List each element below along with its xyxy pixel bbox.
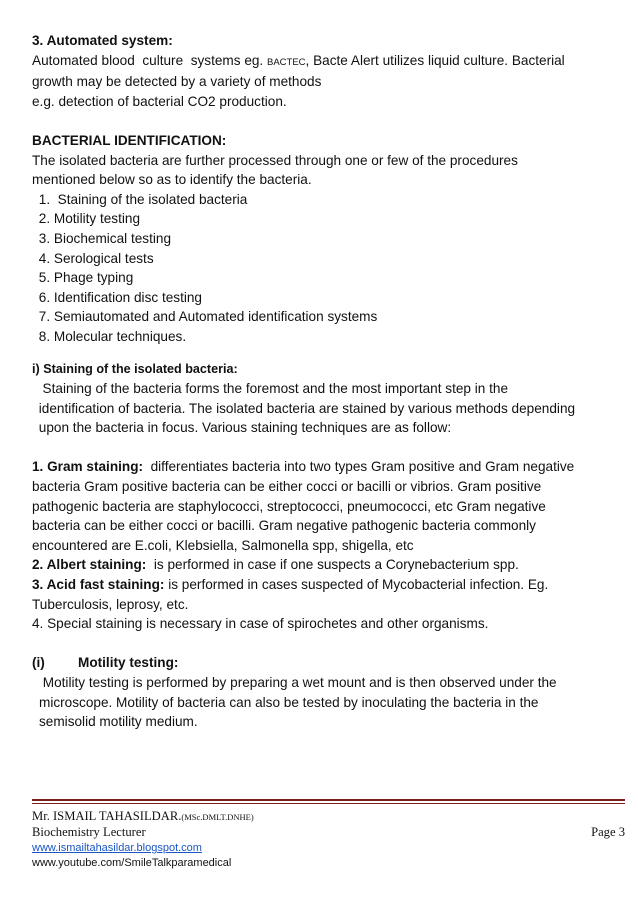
- automated-line-3: e.g. detection of bacterial CO2 production.: [32, 93, 287, 109]
- special-staining-line: 4. Special staining is necessary in case of spirochetes and other organisms.: [32, 616, 489, 632]
- page-footer: [32, 809, 625, 871]
- document-body: [32, 31, 622, 732]
- gram-line: pathogenic bacteria are staphylococci, streptococci, pneumococci, etc Gram negative: [32, 498, 546, 514]
- footer-divider-thin: [32, 803, 625, 804]
- motility-title: Motility testing:: [78, 655, 179, 671]
- staining-heading: i) Staining of the isolated bacteria:: [32, 361, 238, 376]
- automated-heading: 3. Automated system:: [32, 33, 173, 48]
- staining-para-line: upon the bacteria in focus. Various staining techniques are as follow:: [35, 420, 452, 436]
- acid-fast-label: 3. Acid fast staining:: [32, 577, 165, 593]
- acid-fast-text: is performed in cases suspected of Mycobacterial infection. Eg.: [164, 577, 549, 593]
- gram-staining-text: differentiates bacteria into two types Gram positive and Gram negative: [143, 459, 575, 475]
- list-item: 8. Molecular techniques.: [35, 328, 187, 344]
- identification-intro-2: mentioned below so as to identify the bacteria.: [32, 172, 312, 188]
- motility-heading: [32, 653, 622, 673]
- automated-line-1: [32, 51, 622, 73]
- identification-heading: BACTERIAL IDENTIFICATION:: [32, 132, 227, 148]
- motility-para-line: Motility testing is performed by preparing a wet mount and is then observed under the: [39, 675, 557, 690]
- list-item: 5. Phage typing: [35, 270, 134, 286]
- automated-line-2: growth may be detected by a variety of methods: [32, 74, 322, 90]
- staining-para-line: Staining of the bacteria forms the foremost and the most important step in the: [35, 381, 509, 397]
- blog-link[interactable]: www.ismailtahasildar.blogspot.com: [32, 842, 202, 854]
- motility-para-line: microscope. Motility of bacteria can also be tested by inoculating the bacteria in the: [39, 694, 539, 710]
- youtube-link-text: www.youtube.com/SmileTalkparamedical: [32, 857, 232, 869]
- author-credentials: (MSc.DMLT.DNHE): [181, 812, 254, 822]
- acid-fast-line: [32, 575, 622, 595]
- gram-staining-line: [32, 457, 622, 477]
- list-item: 6. Identification disc testing: [35, 289, 202, 305]
- automated-text: Automated blood culture systems eg.: [32, 52, 267, 68]
- gram-line: bacteria Gram positive bacteria can be either cocci or bacilli or vibrios. Gram positive: [32, 479, 542, 495]
- list-item: 1. Staining of the isolated bacteria: [35, 191, 248, 207]
- author-role: Biochemistry Lecturer: [32, 825, 146, 839]
- staining-para-line: identification of bacteria. The isolated bacteria are stained by various methods depending: [35, 400, 576, 416]
- author-name: Mr. ISMAIL TAHASILDAR.: [32, 809, 182, 823]
- gram-line: bacteria can be either cocci or bacilli. Gram negative pathogenic bacteria commonly: [32, 518, 536, 534]
- role-row: [32, 825, 625, 840]
- acid-fast-line-2: Tuberculosis, leprosy, etc.: [32, 596, 189, 612]
- albert-staining-text: is performed in case if one suspects a Corynebacterium spp.: [146, 557, 519, 573]
- list-item: 3. Biochemical testing: [35, 230, 172, 246]
- footer-divider-thick: [32, 799, 625, 801]
- albert-staining-label: 2. Albert staining:: [32, 557, 147, 573]
- gram-staining-label: 1. Gram staining:: [32, 459, 144, 475]
- albert-staining-line: [32, 555, 622, 575]
- author-line: [32, 809, 625, 825]
- bactec-text: BACTEC: [267, 56, 306, 68]
- list-item: 2. Motility testing: [35, 211, 141, 227]
- identification-intro-1: The isolated bacteria are further processed through one or few of the procedures: [32, 152, 518, 168]
- motility-para-line: semisolid motility medium.: [39, 714, 198, 730]
- page-number: Page 3: [591, 825, 625, 839]
- gram-line: encountered are E.coli, Klebsiella, Salmonella spp, shigella, etc: [32, 537, 414, 553]
- list-item: 7. Semiautomated and Automated identification systems: [35, 309, 378, 325]
- list-item: 4. Serological tests: [35, 250, 154, 266]
- motility-number: (i): [32, 655, 45, 671]
- automated-text-cont: , Bacte Alert utilizes liquid culture. Bacterial: [305, 52, 565, 68]
